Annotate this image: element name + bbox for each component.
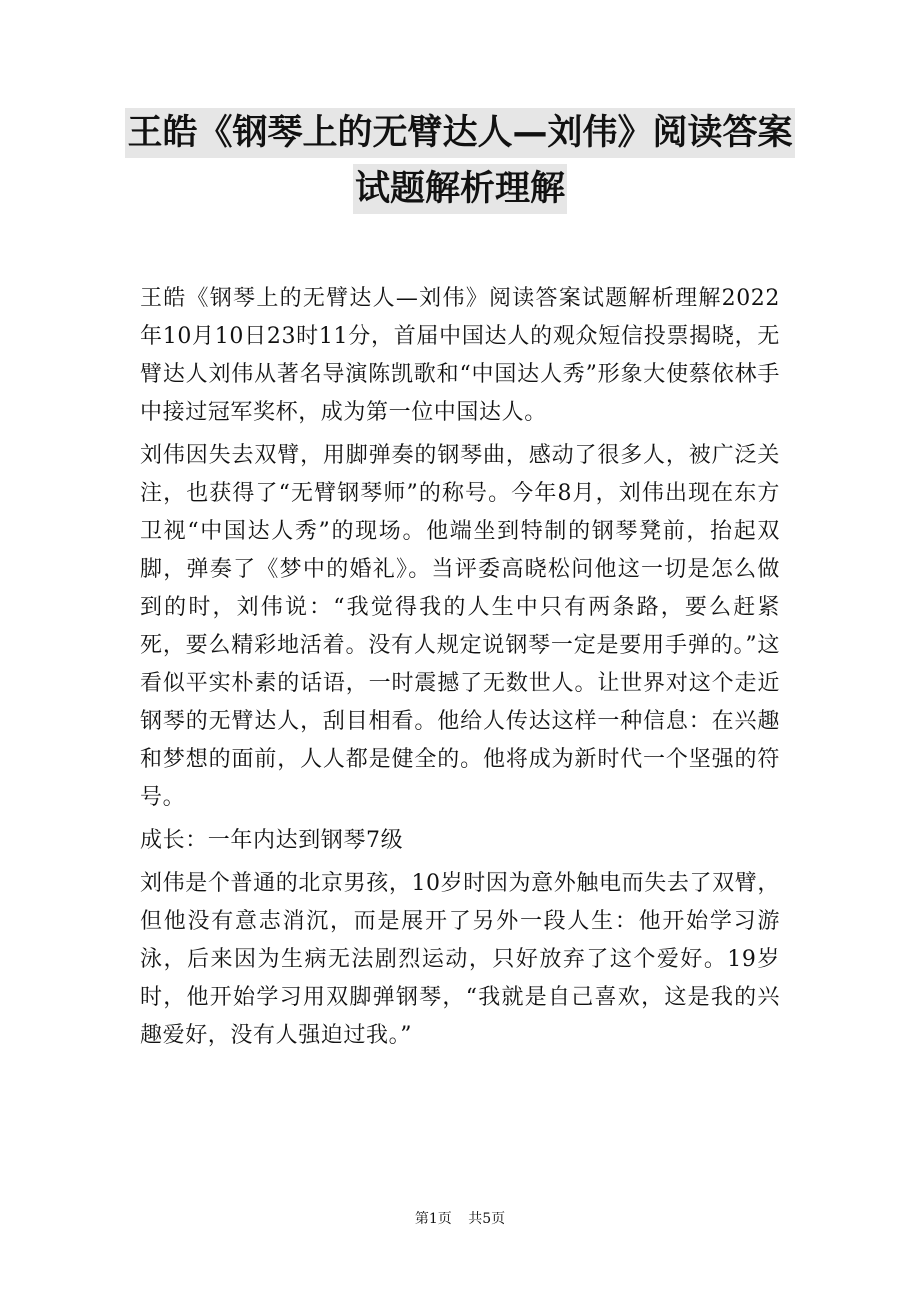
document-body — [140, 258, 780, 1060]
paragraph: 王皓《钢琴上的无臂达人—刘伟》阅读答案试题解析理解2022年10月10日23时11分，首届中国达人的观众短信投票揭晓，无臂达人刘伟从著名导演陈凯歌和“中国达人秀”形象大使蔡依林手中接过冠军奖杯，成为第一位中国达人。 — [140, 286, 780, 425]
title-line-2: 试题解析理解 — [353, 164, 567, 214]
paragraph: 刘伟是个普通的北京男孩，10岁时因为意外触电而失去了双臂，但他没有意志消沉，而是展开了另外一段人生：他开始学习游泳，后来因为生病无法剧烈运动，只好放弃了这个爱好。19岁时，他开始学习用双脚弹钢琴，“我就是自己喜欢，这是我的兴趣爱好，没有人强迫过我。” — [140, 871, 780, 1048]
section-heading: 成长：一年内达到钢琴7级 — [140, 828, 404, 853]
page-footer — [0, 1208, 920, 1228]
title-line-1: 王皓《钢琴上的无臂达人—刘伟》阅读答案 — [125, 108, 794, 158]
document-title — [0, 108, 920, 214]
page-total: 共5页 — [468, 1211, 506, 1227]
paragraph: 刘伟因失去双臂，用脚弹奏的钢琴曲，感动了很多人，被广泛关注，也获得了“无臂钢琴师”的称号。今年8月，刘伟出现在东方卫视“中国达人秀”的现场。他端坐到特制的钢琴凳前，抬起双脚，弹奏了《梦中的婚礼》。当评委高晓松问他这一切是怎么做到的时，刘伟说：“我觉得我的人生中只有两条路，要么赶紧死，要么精彩地活着。没有人规定说钢琴一定是要用手弹的。”这看似平实朴素的话语，一时震撼了无数世人。让世界对这个走近钢琴的无臂达人，刮目相看。他给人传达这样一种信息：在兴趣和梦想的面前，人人都是健全的。他将成为新时代一个坚强的符号。 — [140, 443, 780, 810]
page-number: 第1页 — [414, 1211, 452, 1227]
